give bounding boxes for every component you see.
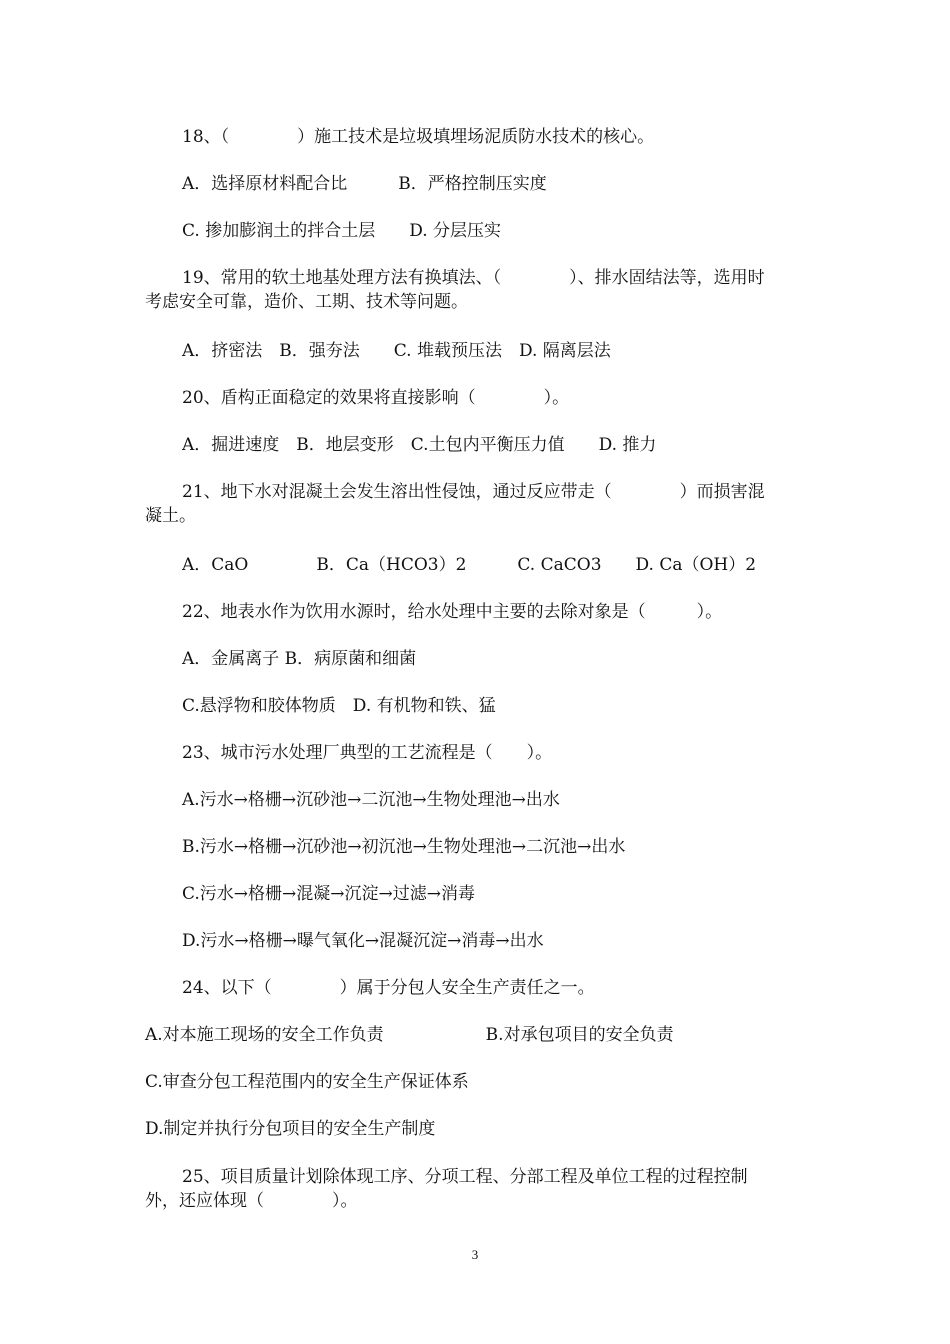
- question-22-options-ab: A．金属离子 B．病原菌和细菌: [182, 649, 417, 669]
- question-24-options-ab: A.对本施工现场的安全工作负责 B.对承包项目的安全负责: [145, 1025, 674, 1045]
- question-19-options: A．挤密法 B．强夯法 C. 堆载预压法 D. 隔离层法: [182, 341, 611, 361]
- question-23-option-a: A.污水→格栅→沉砂池→二沉池→生物处理池→出水: [182, 790, 560, 810]
- question-23-option-d: D.污水→格栅→曝气氧化→混凝沉淀→消毒→出水: [182, 931, 544, 951]
- question-24-option-c: C.审查分包工程范围内的安全生产保证体系: [145, 1072, 469, 1092]
- question-25-stem-line2: 外，还应体现（ ）。: [145, 1191, 358, 1211]
- question-18-options-ab: A．选择原材料配合比 B．严格控制压实度: [182, 174, 547, 194]
- question-19-stem-line2: 考虑安全可靠，造价、工期、技术等问题。: [145, 292, 468, 312]
- question-18-options-cd: C. 掺加膨润土的拌合土层 D. 分层压实: [182, 221, 502, 241]
- page-number: 3: [471, 1247, 479, 1262]
- question-23-option-b: B.污水→格栅→沉砂池→初沉池→生物处理池→二沉池→出水: [182, 837, 626, 857]
- question-21-options: A．CaO B．Ca（HCO3）2 C. CaCO3 D. Ca（OH）2: [182, 555, 757, 575]
- question-24-option-d: D.制定并执行分包项目的安全生产制度: [145, 1119, 436, 1139]
- question-20-options: A．掘进速度 B．地层变形 C.土包内平衡压力值 D. 推力: [182, 435, 657, 455]
- question-20-stem: 20、盾构正面稳定的效果将直接影响（ ）。: [182, 388, 570, 408]
- question-21-stem-line2: 凝土。: [145, 506, 196, 526]
- question-23-stem: 23、城市污水处理厂典型的工艺流程是（ ）。: [182, 743, 553, 763]
- question-22-options-cd: C.悬浮物和胶体物质 D. 有机物和铁、猛: [182, 696, 496, 716]
- question-23-option-c: C.污水→格栅→混凝→沉淀→过滤→消毒: [182, 884, 476, 904]
- question-24-stem: 24、以下（ ）属于分包人安全生产责任之一。: [182, 978, 595, 998]
- question-19-stem-line1: 19、常用的软土地基处理方法有换填法、（ ）、排水固结法等，选用时: [182, 268, 765, 288]
- question-21-stem-line1: 21、地下水对混凝土会发生溶出性侵蚀，通过反应带走（ ）而损害混: [182, 482, 765, 502]
- question-25-stem-line1: 25、项目质量计划除体现工序、分项工程、分部工程及单位工程的过程控制: [182, 1167, 748, 1187]
- question-22-stem: 22、地表水作为饮用水源时，给水处理中主要的去除对象是（ ）。: [182, 602, 723, 622]
- question-18-stem: 18、（ ）施工技术是垃圾填埋场泥质防水技术的核心。: [182, 127, 655, 147]
